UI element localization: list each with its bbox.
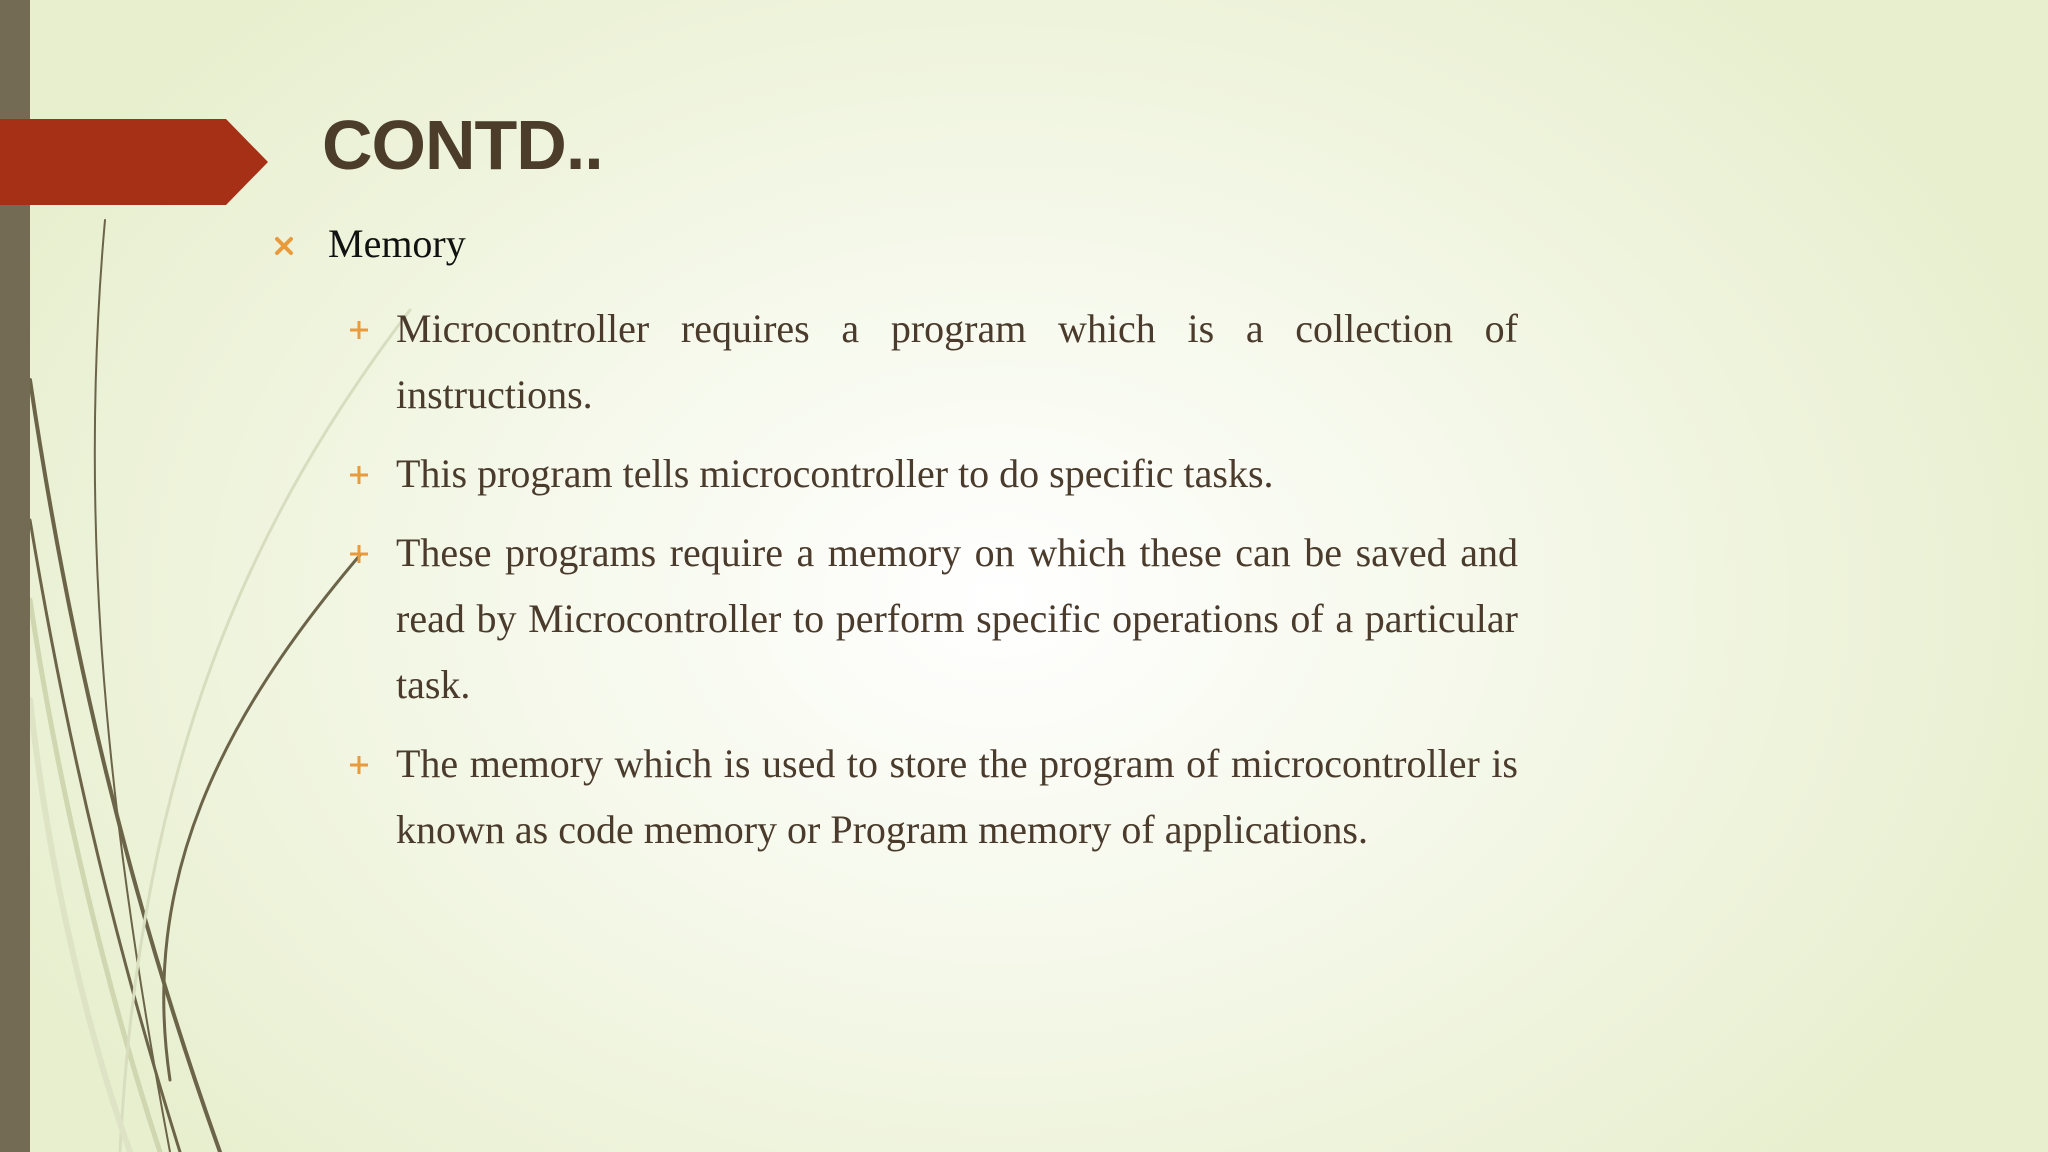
plus-icon: [348, 464, 370, 486]
list-item-text: The memory which is used to store the program of microcontroller is known as code memory or Program memory of applications.: [396, 741, 1518, 852]
list-item: [346, 296, 1518, 428]
list-item-text: These programs require a memory on which these can be saved and read by Microcontroller to perform specific operations of a particular task.: [396, 530, 1518, 707]
level1-bullet-item: [272, 220, 466, 267]
level1-bullet-text: Memory: [328, 221, 466, 266]
plus-icon: [348, 754, 370, 776]
list-item-text: Microcontroller requires a program which is a collection of instructions.: [396, 306, 1518, 417]
bullet-list: [346, 296, 1518, 876]
plus-icon: [348, 319, 370, 341]
x-mark-icon: [272, 234, 296, 258]
slide-title: CONTD..: [322, 106, 603, 184]
list-item: [346, 520, 1518, 718]
list-item: [346, 441, 1518, 507]
title-arrow-shape: [0, 119, 268, 205]
list-item: [346, 731, 1518, 863]
list-item-text: This program tells microcontroller to do specific tasks.: [396, 451, 1274, 496]
plus-icon: [348, 543, 370, 565]
